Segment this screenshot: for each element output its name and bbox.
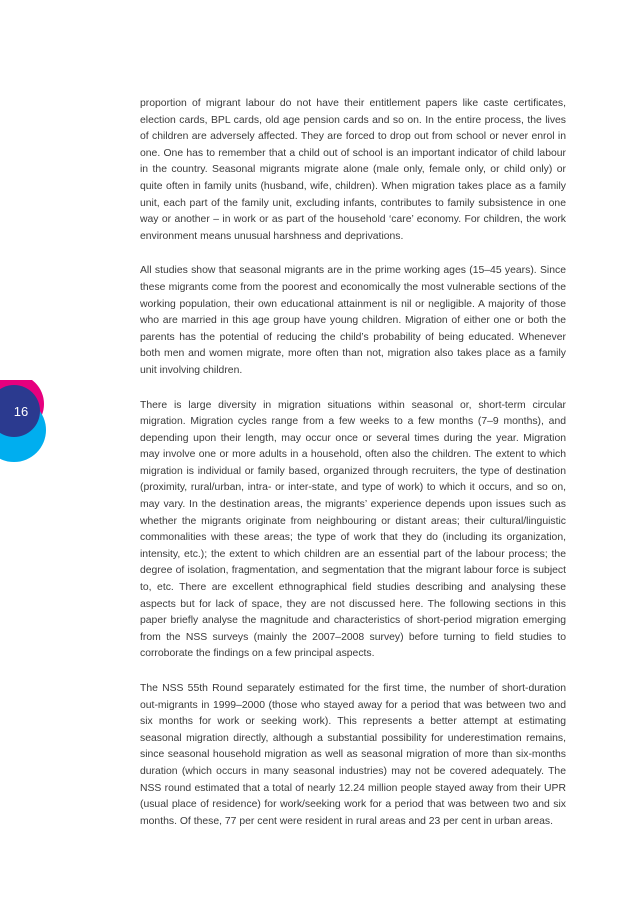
paragraph-1: proportion of migrant labour do not have their entitlement papers like caste certificates, election cards, BPL cards, old age pension cards and so on. In the entire process, the lives of children are adversely affected. They are forced to drop out from school or never enrol in one. One has to remember that a child out of school is an important indicator of child labour in the country. Seasonal migrants migrate alone (male only, female only, or child only) or quite often in family units (husband, wife, children). When migration takes place as a family unit, each part of the family unit, excluding infants, contributes to family subsistence in one way or another – in work or as part of the household ‘care’ economy. For children, the work environment means unusual harshness and deprivations. bbox=[140, 98, 566, 242]
page-number: 16 bbox=[13, 404, 29, 419]
page-badge-circles bbox=[0, 380, 60, 470]
body-text bbox=[140, 96, 566, 848]
paragraph-4: The NSS 55th Round separately estimated for the first time, the number of short-duration out-migrants in 1999–2000 (those who stayed away for a period that was between two and six months for work or seeking work). This represents a better attempt at estimating seasonal migration directly, although a substantial possibility for underestimation remains, since seasonal household migration as well as seasonal migration of more than six-months duration (which occurs in many seasonal industries) may not be covered adequately. The NSS round estimated that a total of nearly 12.24 million people stayed away from their UPR (usual place of residence) for work/seeking work for a period that was between two and six months. Of these, 77 per cent were resident in rural areas and 23 per cent in urban areas. bbox=[140, 683, 566, 827]
page-number-badge bbox=[0, 380, 60, 470]
paragraph-3: There is large diversity in migration situations within seasonal or, short-term circular migration. Migration cycles range from a few weeks to a few months (7–9 months), and depending upon their length, may occur once or several times during the year. Migration may involve one or more adults in a household, often also the children. The extent to which migration is individual or family based, organized through recruiters, the type of destination (proximity, rural/urban, intra- or inter-state, and type of work) to which it occurs, and so on, may vary. In the destination areas, the migrants’ experience depends upon issues such as whether the migrants originate from neighbouring or distant areas; their cultural/linguistic commonalities with these areas; the type of work that they do (including its organization, intensity, etc.); the extent to which children are an essential part of the labour process; the degree of isolation, fragmentation, and segmentation that the migrant labour force is subject to, etc. There are excellent ethnographical field studies describing and analysing these aspects but for lack of space, they are not discussed here. The following sections in this paper briefly analyse the magnitude and characteristics of short-period migration emerging from the NSS surveys (mainly the 2007–2008 survey) before turning to field studies to corroborate the findings on a few principal aspects. bbox=[140, 399, 566, 660]
paragraph-2: All studies show that seasonal migrants are in the prime working ages (15–45 years). Since these migrants come from the poorest and economically the most vulnerable sections of the working population, their own educational attainment is nil or negligible. A majority of those who are married in this age group have young children. Migration of either one or both the parents has the potential of reducing the child’s probability of being educated. Whenever both men and women migrate, more often than not, migration also takes place as a family unit involving children. bbox=[140, 265, 566, 376]
